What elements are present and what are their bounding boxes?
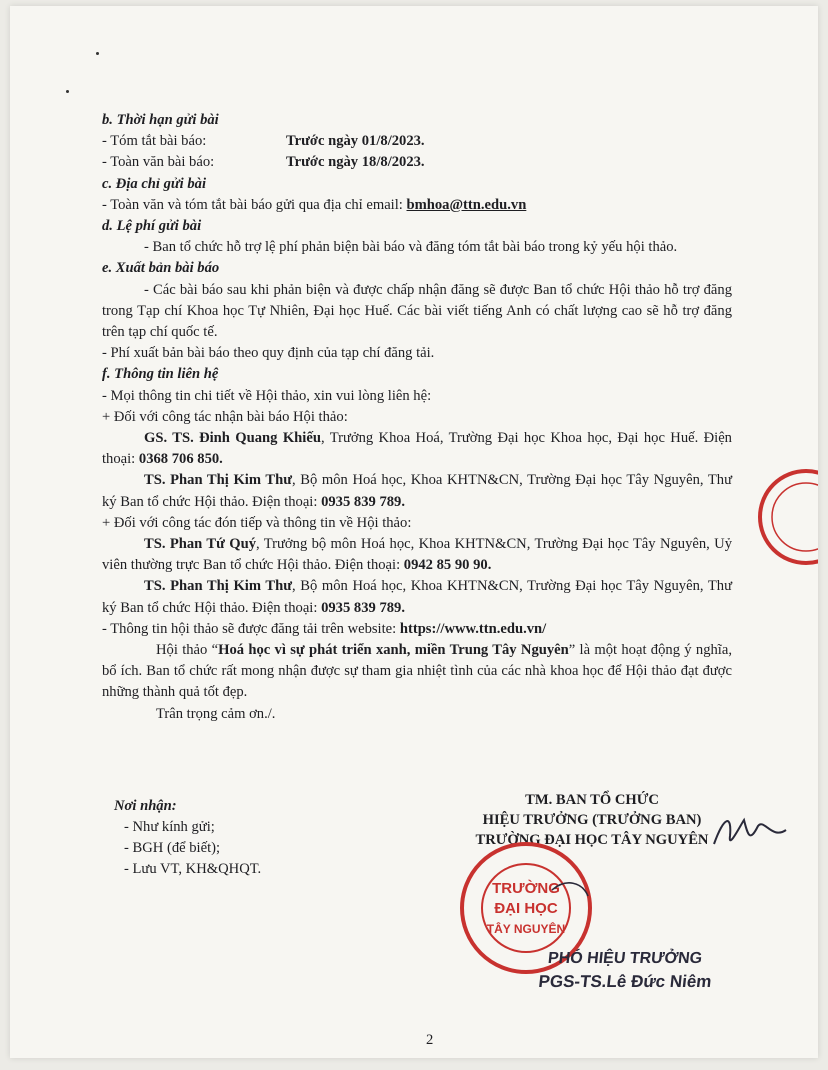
- website-link[interactable]: https://www.ttn.edu.vn/: [399, 620, 547, 637]
- contact-entry: [102, 534, 732, 576]
- submission-address: [102, 195, 732, 216]
- contact-intro: - Mọi thông tin chi tiết về Hội thảo, xin vui lòng liên hệ:: [102, 387, 432, 404]
- website-line: [102, 619, 732, 640]
- deadline-label: - Tóm tắt bài báo:: [102, 133, 207, 150]
- signer-block: [510, 950, 740, 992]
- section-f-heading: f. Thông tin liên hệ: [102, 366, 219, 383]
- signatory-line-1: TM. BAN TỔ CHỨC: [525, 792, 659, 808]
- recipient-item: - BGH (để biết);: [124, 840, 221, 856]
- scan-speck: [66, 90, 69, 93]
- fee-text: - Ban tổ chức hỗ trợ lệ phí phản biện bài báo và đăng tóm tắt bài báo trong kỷ yếu hội thảo.: [144, 239, 678, 256]
- deadline-row: [102, 152, 732, 173]
- deadline-label: - Toàn văn bài báo:: [102, 154, 215, 171]
- section-c-heading: c. Địa chỉ gửi bài: [102, 175, 207, 192]
- recipients-block: [114, 796, 414, 880]
- publication-text: - Các bài báo sau khi phản biện và được chấp nhận đăng sẽ được Ban tổ chức Hội thảo hỗ trợ đăng trong Tạp chí Khoa học Tự Nhiên, Đại học Huế. Các bài viết tiếng Anh có chất lượng cao sẽ hỗ trợ đăng trên tạp chí quốc tế.: [102, 281, 732, 341]
- page-number: 2: [426, 1032, 434, 1048]
- document-page: [10, 6, 818, 1058]
- deadline-row: [102, 131, 732, 152]
- contact-phone: 0942 85 90 90.: [403, 557, 492, 574]
- deadline-value: Trước ngày 18/8/2023.: [286, 154, 425, 171]
- contact-entry: [102, 576, 732, 618]
- contact-phone: 0368 706 850.: [138, 451, 223, 468]
- closing-text: ” là một hoạt động ý nghĩa, bổ ích. Ban tổ chức rất mong nhận được sự tham gia nhiệt tình của các nhà khoa học để Hội thảo đạt được những thành quả tốt đẹp.: [102, 642, 732, 701]
- contact-name: TS. Phan Thị Kim Thư: [144, 578, 292, 595]
- contact-detail: , Bộ môn Hoá học, Khoa KHTN&CN, Trường Đại học Tây Nguyên, Thư ký Ban tổ chức Hội thảo. Điện thoại:: [102, 472, 732, 510]
- contact-name: TS. Phan Tứ Quý: [144, 536, 257, 553]
- document-body: [102, 110, 732, 725]
- contact-name: GS. TS. Đinh Quang Khiếu: [144, 430, 321, 447]
- submission-text: - Toàn văn và tóm tắt bài báo gửi qua địa chỉ email:: [102, 196, 407, 213]
- contact-entry: [102, 428, 732, 470]
- contact-phone: 0935 839 789.: [321, 493, 405, 510]
- website-text: - Thông tin hội thảo sẽ được đăng tải trên website:: [102, 620, 400, 637]
- contact-name: TS. Phan Thị Kim Thư: [144, 472, 292, 489]
- edge-stamp-seal: [728, 462, 818, 572]
- scan-speck: [96, 52, 99, 55]
- contact-phone: 0935 839 789.: [321, 599, 405, 616]
- closing-text: Hội thảo “: [156, 642, 219, 659]
- contact-detail: , Trưởng bộ môn Hoá học, Khoa KHTN&CN, Trường Đại học Tây Nguyên, Uỷ viên thường trực Ban tổ chức Hội thảo. Điện thoại:: [102, 536, 732, 574]
- publication-fee-text: - Phí xuất bản bài báo theo quy định của tạp chí đăng tải.: [102, 345, 435, 362]
- section-b-heading: b. Thời hạn gửi bài: [102, 112, 219, 128]
- signer-role: PHÓ HIỆU TRƯỞNG: [547, 950, 703, 967]
- deadline-value: Trước ngày 01/8/2023.: [286, 133, 425, 150]
- email-link[interactable]: bmhoa@ttn.edu.vn: [406, 196, 527, 213]
- signatory-line-3: TRƯỜNG ĐẠI HỌC TÂY NGUYÊN: [475, 832, 709, 848]
- section-e-heading: e. Xuất bản bài báo: [102, 260, 220, 277]
- thanks-line: Trân trọng cảm ơn./.: [156, 705, 276, 722]
- signer-name: PGS-TS.Lê Đức Niêm: [537, 972, 713, 991]
- contact-group-1: + Đối với công tác nhận bài báo Hội thảo:: [102, 408, 348, 425]
- conference-title: Hoá học vì sự phát triển xanh, miền Trung Tây Nguyên: [218, 642, 569, 659]
- contact-detail: , Bộ môn Hoá học, Khoa KHTN&CN, Trường Đại học Tây Nguyên, Thư ký Ban tổ chức Hội thảo. Điện thoại:: [102, 578, 732, 616]
- stamp-text: ĐẠI HỌC: [494, 900, 558, 917]
- signature-scribble: [710, 806, 790, 856]
- recipient-item: - Như kính gửi;: [124, 819, 215, 835]
- stamp-text: TRƯỜNG: [492, 880, 560, 897]
- contact-entry: [102, 470, 732, 512]
- recipient-item: - Lưu VT, KH&QHQT.: [124, 861, 262, 877]
- contact-group-2: + Đối với công tác đón tiếp và thông tin về Hội thảo:: [102, 514, 412, 531]
- signatory-line-2: HIỆU TRƯỞNG (TRƯỞNG BAN): [482, 812, 702, 828]
- recipients-title: Nơi nhận:: [114, 798, 177, 814]
- contact-detail: , Trưởng Khoa Hoá, Trường Đại học Khoa học, Đại học Huế. Điện thoại:: [102, 430, 732, 468]
- section-d-heading: d. Lệ phí gửi bài: [102, 218, 202, 235]
- closing-paragraph: [102, 640, 732, 704]
- stamp-text: TÂY NGUYÊN: [486, 922, 566, 936]
